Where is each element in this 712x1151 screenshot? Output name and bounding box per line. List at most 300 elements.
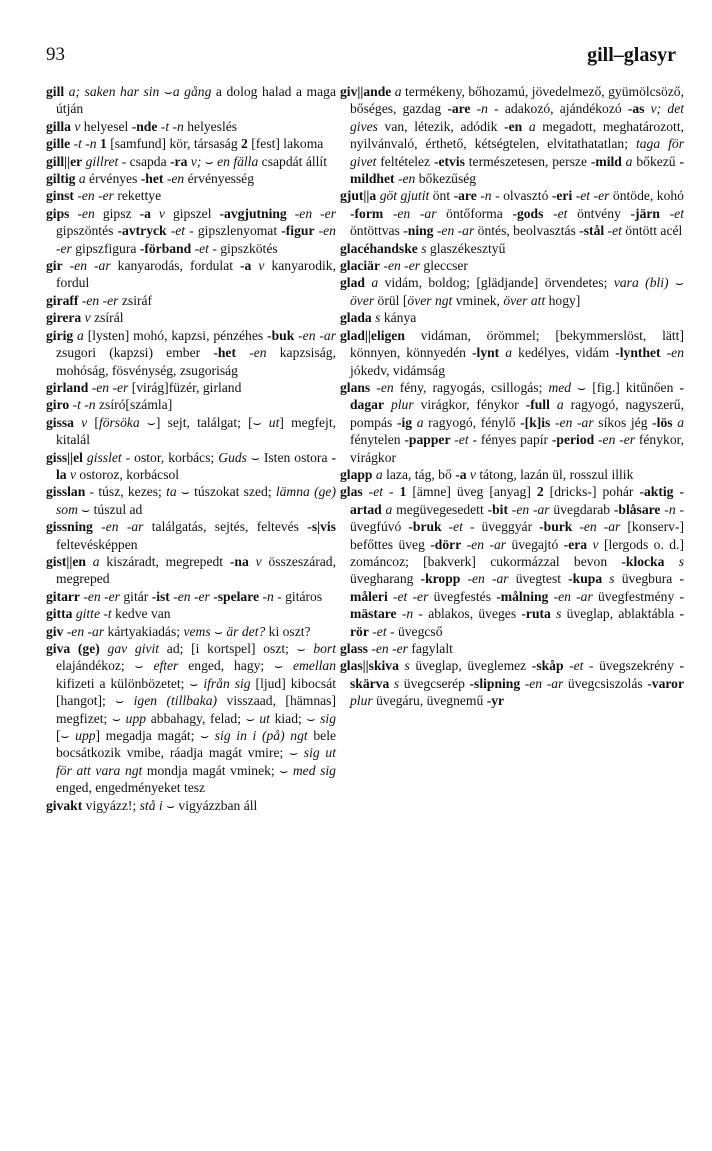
dictionary-entry bbox=[340, 640, 684, 657]
entry-grammar: -n bbox=[470, 101, 488, 117]
entry-text: bőkezű bbox=[632, 153, 680, 169]
entry-text: zsugori (kapzsi) ember bbox=[56, 345, 214, 361]
entry-headword: giss||el bbox=[46, 449, 83, 465]
entry-grammar: v bbox=[466, 466, 476, 482]
entry-text: helyeslés bbox=[183, 118, 238, 134]
entry-grammar: -en -ar bbox=[433, 223, 475, 239]
dictionary-entry bbox=[46, 640, 336, 797]
entry-grammar: s bbox=[550, 606, 562, 622]
entry-grammar: s bbox=[389, 675, 400, 691]
entry-grammar: s bbox=[371, 310, 381, 326]
entry-grammar: a bbox=[522, 118, 536, 134]
entry-text: üvegcsiszolás bbox=[563, 675, 648, 691]
entry-text: virágkor, fénykor bbox=[413, 397, 526, 413]
entry-grammar: a bbox=[499, 345, 513, 361]
entry-headword: -na bbox=[229, 553, 249, 569]
dictionary-entry bbox=[46, 518, 336, 553]
entry-text: kártyakiadás; bbox=[104, 623, 184, 639]
entry-headword: -full bbox=[525, 397, 550, 413]
entry-grammar: göt gjutit bbox=[376, 188, 430, 204]
dictionary-entry bbox=[46, 83, 336, 118]
dictionary-entry bbox=[340, 379, 684, 466]
entry-grammar: s bbox=[417, 240, 427, 256]
entry-headword: glans bbox=[340, 379, 371, 395]
entry-text: gitár bbox=[119, 588, 152, 604]
entry-grammar: a bbox=[391, 84, 402, 99]
entry-grammar: -t -n bbox=[70, 136, 97, 152]
entry-grammar: -et bbox=[563, 658, 584, 674]
entry-headword: -målning bbox=[496, 588, 549, 604]
entry-grammar: v; det gives bbox=[350, 101, 685, 134]
entry-grammar: ta bbox=[166, 484, 177, 500]
dictionary-entry bbox=[46, 257, 336, 292]
entry-headword: gilla bbox=[46, 118, 71, 134]
entry-headword: -blåsare bbox=[613, 501, 661, 517]
entry-headword: gitta bbox=[46, 606, 73, 622]
entry-grammar: v; bbox=[187, 153, 205, 169]
entry-text: helyesel bbox=[80, 118, 132, 134]
entry-text: [⌣ bbox=[56, 728, 76, 744]
entry-text: - túsz, kezes; bbox=[85, 484, 167, 500]
entry-headword: ginst bbox=[46, 188, 74, 204]
entry-text: mondja magát vminek; ⌣ bbox=[142, 762, 293, 778]
entry-headword: -het bbox=[140, 171, 164, 187]
entry-text: [ bbox=[87, 414, 99, 430]
entry-text: ⌣ bbox=[204, 153, 214, 169]
entry-grammar: a bbox=[621, 153, 633, 169]
entry-grammar: gav givit bbox=[99, 641, 160, 656]
entry-grammar: -en -er bbox=[56, 223, 336, 256]
entry-text: gleccser bbox=[420, 258, 468, 274]
entry-text: ki oszt? bbox=[265, 623, 311, 639]
right-column bbox=[340, 83, 684, 710]
entry-text: ⌣ bbox=[668, 275, 684, 291]
entry-text: ad; [i kortspel] oszt; ⌣ bbox=[159, 641, 314, 656]
entry-grammar: en fälla bbox=[213, 153, 259, 169]
entry-grammar: sig in i (på) ngt bbox=[214, 728, 308, 744]
entry-headword: giva (ge) bbox=[46, 641, 100, 656]
entry-text: érvényes bbox=[85, 171, 141, 187]
entry-grammar: -n bbox=[259, 588, 274, 604]
entry-grammar: -en -er bbox=[286, 205, 336, 221]
dictionary-entry bbox=[340, 466, 684, 483]
entry-grammar: -en -ar bbox=[92, 519, 144, 535]
entry-text: zsíró[számla] bbox=[95, 397, 173, 413]
entry-grammar: efter bbox=[153, 658, 179, 674]
entry-headword: -spelare bbox=[209, 588, 260, 604]
entry-grammar: -en -ar bbox=[63, 623, 105, 639]
entry-grammar: -en -er bbox=[594, 432, 636, 448]
entry-grammar: -en -ar bbox=[460, 571, 509, 587]
entry-headword: -stål bbox=[579, 223, 605, 239]
entry-headword: -järn bbox=[630, 205, 660, 221]
entry-text: abbahagy, felad; ⌣ bbox=[146, 710, 260, 726]
entry-headword: -skärva bbox=[350, 658, 684, 691]
entry-grammar: -en -er bbox=[367, 641, 408, 656]
entry-headword: giraff bbox=[46, 292, 79, 308]
entry-headword: gitarr bbox=[46, 588, 80, 604]
dictionary-entry bbox=[46, 449, 336, 484]
entry-grammar: gitte -t bbox=[72, 606, 112, 622]
entry-grammar: v bbox=[81, 310, 91, 326]
entry-grammar: försöka bbox=[98, 414, 140, 430]
dictionary-entry bbox=[340, 257, 684, 274]
entry-text: ] megfejt, kitalál bbox=[56, 414, 336, 448]
dictionary-entry bbox=[340, 274, 684, 309]
entry-headword: 2 bbox=[536, 484, 544, 500]
dictionary-entry bbox=[46, 553, 336, 588]
entry-grammar: -et bbox=[604, 223, 622, 239]
entry-grammar: a bbox=[73, 327, 84, 343]
entry-headword: -mildhet bbox=[350, 153, 684, 187]
entry-grammar: v bbox=[248, 553, 262, 569]
entry-grammar: v bbox=[587, 536, 599, 552]
dictionary-entry bbox=[46, 414, 336, 449]
entry-text: öntöttvas bbox=[350, 223, 404, 239]
entry-text: örül [ bbox=[374, 292, 408, 308]
entry-text: ⌣ túszokat szed; bbox=[176, 484, 276, 500]
entry-text: gipszfigura bbox=[71, 240, 140, 256]
entry-grammar: lämna (ge) som bbox=[56, 484, 336, 517]
entry-headword: -form bbox=[350, 205, 384, 221]
entry-headword: -dagar bbox=[350, 379, 684, 413]
entry-headword: glad||eligen bbox=[340, 327, 405, 343]
entry-text: üvegáru, üvegnemű bbox=[372, 693, 487, 709]
entry-text: kapzsiság, mohóság, fösvénység, zsugoriság bbox=[56, 345, 336, 378]
entry-text: - üveggyár bbox=[462, 519, 540, 535]
entry-text: kánya bbox=[380, 310, 417, 326]
entry-headword: -en bbox=[504, 118, 523, 134]
dictionary-entry bbox=[46, 309, 336, 326]
entry-text: fagylalt bbox=[407, 641, 453, 656]
entry-text: elajándékoz; ⌣ bbox=[56, 658, 154, 674]
dictionary-entry bbox=[46, 187, 336, 204]
entry-headword: -ning bbox=[403, 223, 434, 239]
entry-headword: -ist bbox=[151, 588, 170, 604]
entry-text: üveglap, ablaktábla bbox=[561, 606, 680, 622]
entry-text: megüvegesedett bbox=[392, 501, 488, 517]
entry-text: bele bocsátkozik vmibe, ráadja magát vmire; ⌣ bbox=[56, 728, 337, 761]
entry-headword: -artad bbox=[350, 484, 684, 517]
entry-text: öntöde, kohó bbox=[609, 188, 684, 204]
entry-headword: gips bbox=[46, 205, 70, 221]
entry-headword: -kropp bbox=[420, 571, 461, 587]
entry-grammar: a; saken har sin bbox=[64, 84, 164, 99]
entry-text: üvegfestés bbox=[428, 588, 497, 604]
entry-headword: -kupa bbox=[568, 571, 603, 587]
entry-text: vigyázz!; bbox=[82, 797, 140, 813]
entry-text: zsírál bbox=[90, 310, 124, 326]
entry-headword: glass bbox=[340, 641, 368, 656]
entry-grammar: -en -ar bbox=[548, 588, 593, 604]
dictionary-entry bbox=[340, 483, 684, 640]
dictionary-entry bbox=[46, 118, 336, 135]
entry-grammar: v bbox=[251, 258, 265, 274]
entry-headword: -a bbox=[139, 205, 151, 221]
entry-headword: giro bbox=[46, 397, 70, 413]
entry-grammar: v bbox=[70, 118, 81, 134]
entry-grammar: plur bbox=[383, 397, 414, 413]
entry-text: - üvegcső bbox=[386, 623, 443, 639]
entry-headword: gjut||a bbox=[340, 188, 377, 204]
entry-text: fénytelen bbox=[350, 432, 405, 448]
entry-grammar: -et bbox=[191, 240, 209, 256]
entry-text: termékeny, bőhozamú, jövedelmező, gyümölcsöző, bőséges, gazdag bbox=[350, 84, 684, 117]
entry-grammar: -et bbox=[166, 223, 186, 239]
entry-headword: -varor bbox=[647, 675, 684, 691]
dictionary-entry bbox=[46, 623, 336, 640]
entry-grammar: v bbox=[150, 205, 165, 221]
entry-text: kanyarodik, fordul bbox=[56, 258, 336, 291]
entry-text: üvegbura bbox=[614, 571, 680, 587]
entry-headword: gill bbox=[46, 84, 65, 99]
entry-grammar: -en -ar bbox=[507, 501, 550, 517]
entry-headword: -aktig bbox=[639, 484, 674, 500]
entry-headword: 1 bbox=[96, 136, 107, 152]
entry-headword: 2 bbox=[241, 136, 248, 152]
entry-text: [lysten] mohó, kapzsi, pénzéhes bbox=[83, 327, 268, 343]
entry-grammar: stå i bbox=[139, 797, 163, 813]
entry-text: kedélyes, vidám bbox=[512, 345, 616, 361]
entry-grammar: -et bbox=[362, 484, 384, 500]
entry-grammar: -en -er bbox=[88, 379, 129, 395]
entry-text: [samfund] kör, társaság bbox=[106, 136, 242, 152]
entry-grammar: s bbox=[664, 553, 684, 569]
entry-text: összeszárad, megreped bbox=[56, 553, 336, 587]
entry-text: - olvasztó bbox=[491, 188, 552, 204]
entry-grammar: igen (tillbaka) bbox=[133, 693, 218, 709]
entry-headword: givakt bbox=[46, 797, 83, 813]
entry-headword: -a bbox=[240, 258, 252, 274]
entry-text: ⌣ Isten ostora bbox=[246, 449, 332, 465]
entry-text: [dricks-] pohár bbox=[543, 484, 640, 500]
entry-text: ragyogó, fénylő bbox=[423, 414, 521, 430]
entry-grammar: vara (bli) bbox=[613, 275, 669, 291]
entry-text: öntvény bbox=[567, 205, 631, 221]
entry-grammar: -et bbox=[543, 205, 568, 221]
entry-text: ⌣ [fig.] kitűnően bbox=[571, 379, 680, 395]
entry-grammar: -en -er bbox=[79, 588, 120, 604]
entry-grammar: -en -ar bbox=[572, 519, 621, 535]
dictionary-entry bbox=[46, 588, 336, 605]
entry-headword: -burk bbox=[539, 519, 573, 535]
entry-text: ⌣ túszul ad bbox=[77, 501, 143, 517]
entry-headword: gissa bbox=[46, 414, 74, 430]
entry-text: megadott, meghatározott, nyilvánvaló, érthető, kétségtelen, elvitathatatlan; bbox=[350, 118, 684, 152]
entry-headword: -ig bbox=[396, 414, 413, 430]
entry-grammar: a bbox=[85, 553, 100, 569]
entry-text: feltevésképpen bbox=[56, 536, 138, 552]
entry-headword: -buk bbox=[267, 327, 295, 343]
entry-grammar: -et -er bbox=[387, 588, 429, 604]
entry-headword: -avtryck bbox=[117, 223, 167, 239]
entry-headword: -het bbox=[213, 345, 236, 361]
entry-headword: glas bbox=[340, 484, 363, 500]
entry-headword: -mild bbox=[590, 153, 622, 169]
entry-text: öntés, beolvasztás bbox=[474, 223, 580, 239]
entry-headword: giv||ande bbox=[340, 84, 392, 99]
entry-text: öntött acél bbox=[621, 223, 683, 239]
entry-headword: gille bbox=[46, 136, 71, 152]
entry-grammar: Guds bbox=[218, 449, 247, 465]
entry-text: találgatás, sejtés, feltevés bbox=[143, 519, 308, 535]
entry-headword: -figur bbox=[281, 223, 315, 239]
entry-headword: gisslan bbox=[46, 484, 86, 500]
entry-text: [fest] lakoma bbox=[247, 136, 324, 152]
entry-headword: -nde bbox=[131, 118, 158, 134]
entry-headword: -period bbox=[551, 432, 595, 448]
entry-grammar: a bbox=[672, 414, 684, 430]
entry-text: feltételez bbox=[376, 153, 434, 169]
running-head: gill–glasyr bbox=[587, 44, 676, 66]
entry-grammar: ifrån sig bbox=[203, 675, 251, 691]
entry-grammar: -en -er bbox=[78, 292, 119, 308]
entry-text: bőkezűség bbox=[415, 171, 477, 187]
entry-text: zsiráf bbox=[118, 292, 153, 308]
entry-headword: -bit bbox=[487, 501, 508, 517]
entry-grammar: över ngt bbox=[407, 292, 453, 308]
dictionary-entry bbox=[46, 483, 336, 518]
entry-grammar: -n bbox=[660, 501, 676, 517]
entry-grammar: -en bbox=[370, 379, 394, 395]
entry-text: laza, tág, bő bbox=[382, 466, 456, 482]
entry-text: [lergods o. d.] zománcoz; [bakverk] cukormázzal bevon bbox=[350, 536, 684, 569]
entry-headword: -slipning bbox=[469, 675, 521, 691]
entry-text: a dolog halad a maga útján bbox=[56, 84, 336, 117]
entry-grammar: vems bbox=[183, 623, 211, 639]
entry-grammar: med sig bbox=[292, 762, 336, 778]
entry-headword: gissning bbox=[46, 519, 93, 535]
entry-headword: 1 bbox=[399, 484, 407, 500]
entry-text: van, létezik, adódik bbox=[377, 118, 505, 134]
entry-text: természetesen, persze bbox=[464, 153, 591, 169]
entry-headword: -a bbox=[455, 466, 467, 482]
entry-text: önt bbox=[429, 188, 454, 204]
entry-headword: -mästare bbox=[350, 588, 684, 622]
entry-grammar: ut bbox=[268, 414, 280, 430]
entry-text: síkos jég bbox=[593, 414, 653, 430]
entry-grammar: a bbox=[412, 414, 424, 430]
entry-headword: -dörr bbox=[430, 536, 462, 552]
entry-text: üvegfestmény bbox=[592, 588, 680, 604]
entry-grammar: -et bbox=[659, 205, 684, 221]
entry-headword: -måleri bbox=[350, 571, 684, 604]
entry-grammar: upp bbox=[125, 710, 147, 726]
dictionary-entry bbox=[46, 379, 336, 396]
entry-grammar: plur bbox=[350, 693, 373, 709]
entry-headword: glada bbox=[340, 310, 372, 326]
entry-grammar: -en -ar bbox=[294, 327, 336, 343]
entry-grammar: gisslet bbox=[82, 449, 122, 465]
entry-grammar: -en -ar bbox=[550, 414, 594, 430]
entry-grammar: a bbox=[381, 501, 393, 517]
entry-grammar: -n bbox=[476, 188, 492, 204]
entry-text: - ablakos, üveges bbox=[413, 606, 522, 622]
entry-text: fény, ragyogás, csillogás; bbox=[393, 379, 549, 395]
entry-text: kifizeti a különbözetet; ⌣ bbox=[56, 675, 204, 691]
entry-grammar: v bbox=[73, 414, 88, 430]
entry-text: fénykor, virágkor bbox=[350, 432, 684, 465]
entry-headword: -as bbox=[627, 101, 645, 117]
entry-headword: -skåp bbox=[531, 658, 564, 674]
dictionary-entry bbox=[340, 83, 684, 187]
entry-grammar: a bbox=[364, 275, 379, 291]
entry-headword: girera bbox=[46, 310, 82, 326]
entry-headword: gist||en bbox=[46, 553, 86, 569]
entry-grammar: -n bbox=[396, 606, 414, 622]
entry-text: vidám, boldog; [glädjande] örvendetes; bbox=[378, 275, 614, 291]
entry-headword: -are bbox=[453, 188, 477, 204]
entry-grammar: a bbox=[372, 466, 383, 482]
entry-headword: -era bbox=[563, 536, 588, 552]
entry-headword: -yr bbox=[486, 693, 505, 709]
entry-grammar: -en bbox=[236, 345, 267, 361]
entry-grammar: -en -ar bbox=[520, 675, 564, 691]
entry-text: tátong, lazán ül, rosszul illik bbox=[475, 466, 634, 482]
entry-text: ⌣] sejt, találgat; [⌣ bbox=[139, 414, 269, 430]
entry-grammar: -t -n bbox=[69, 397, 96, 413]
entry-headword: glapp bbox=[340, 466, 373, 482]
dictionary-entry bbox=[46, 170, 336, 187]
entry-text: vidáman, örömmel; [bekymmerslöst, lätt] könnyen, könnyedén bbox=[350, 327, 684, 361]
entry-headword: -bruk bbox=[408, 519, 442, 535]
entry-grammar: a gång bbox=[172, 84, 212, 99]
entry-text: üvegtest bbox=[508, 571, 569, 587]
entry-text: - adakozó, ajándékozó bbox=[487, 101, 628, 117]
entry-headword: -avgjutning bbox=[219, 205, 287, 221]
entry-text: kiszáradt, megrepedt bbox=[99, 553, 230, 569]
entry-headword: -etvis bbox=[433, 153, 465, 169]
entry-text: ] megadja magát; ⌣ bbox=[95, 728, 215, 744]
entry-grammar: s bbox=[602, 571, 615, 587]
entry-grammar: gillret bbox=[82, 153, 119, 169]
entry-text: öntőforma bbox=[436, 205, 513, 221]
entry-headword: girig bbox=[46, 327, 74, 343]
entry-grammar: -en bbox=[69, 205, 95, 221]
entry-headword: -ra bbox=[170, 153, 188, 169]
entry-grammar: -en -er bbox=[380, 258, 421, 274]
entry-grammar: s bbox=[398, 658, 410, 674]
entry-headword: -[k]is bbox=[520, 414, 551, 430]
entry-headword: glad bbox=[340, 275, 365, 291]
entry-text: vminek, bbox=[452, 292, 504, 308]
dictionary-entry bbox=[340, 187, 684, 239]
entry-text: kiad; ⌣ bbox=[269, 710, 321, 726]
entry-grammar: -en -ar bbox=[62, 258, 111, 274]
dictionary-entry bbox=[46, 292, 336, 309]
entry-grammar: över bbox=[350, 292, 375, 308]
entry-headword: girland bbox=[46, 379, 89, 395]
entry-grammar: med bbox=[548, 379, 572, 395]
entry-text: rekettye bbox=[113, 188, 162, 204]
entry-text: ostoroz, korbácsol bbox=[76, 466, 180, 482]
dictionary-entry bbox=[46, 205, 336, 257]
entry-text: ragyogó, nagyszerű, pompás bbox=[350, 397, 684, 430]
entry-headword: -lynt bbox=[472, 345, 500, 361]
entry-headword: gill||er bbox=[46, 153, 83, 169]
entry-headword: gir bbox=[46, 258, 63, 274]
entry-text: üvegharang bbox=[350, 571, 421, 587]
entry-headword: -rör bbox=[350, 606, 684, 639]
entry-text: - bbox=[383, 484, 400, 500]
dictionary-entry bbox=[46, 605, 336, 622]
entry-headword: -la bbox=[56, 449, 337, 482]
entry-headword: -klocka bbox=[621, 553, 665, 569]
entry-text: - gipszlenyomat bbox=[185, 223, 282, 239]
entry-text: ⌣ vigyázzban áll bbox=[162, 797, 258, 813]
entry-text: - fényes papír bbox=[468, 432, 552, 448]
entry-text: enged, hagy; ⌣ bbox=[178, 658, 293, 674]
